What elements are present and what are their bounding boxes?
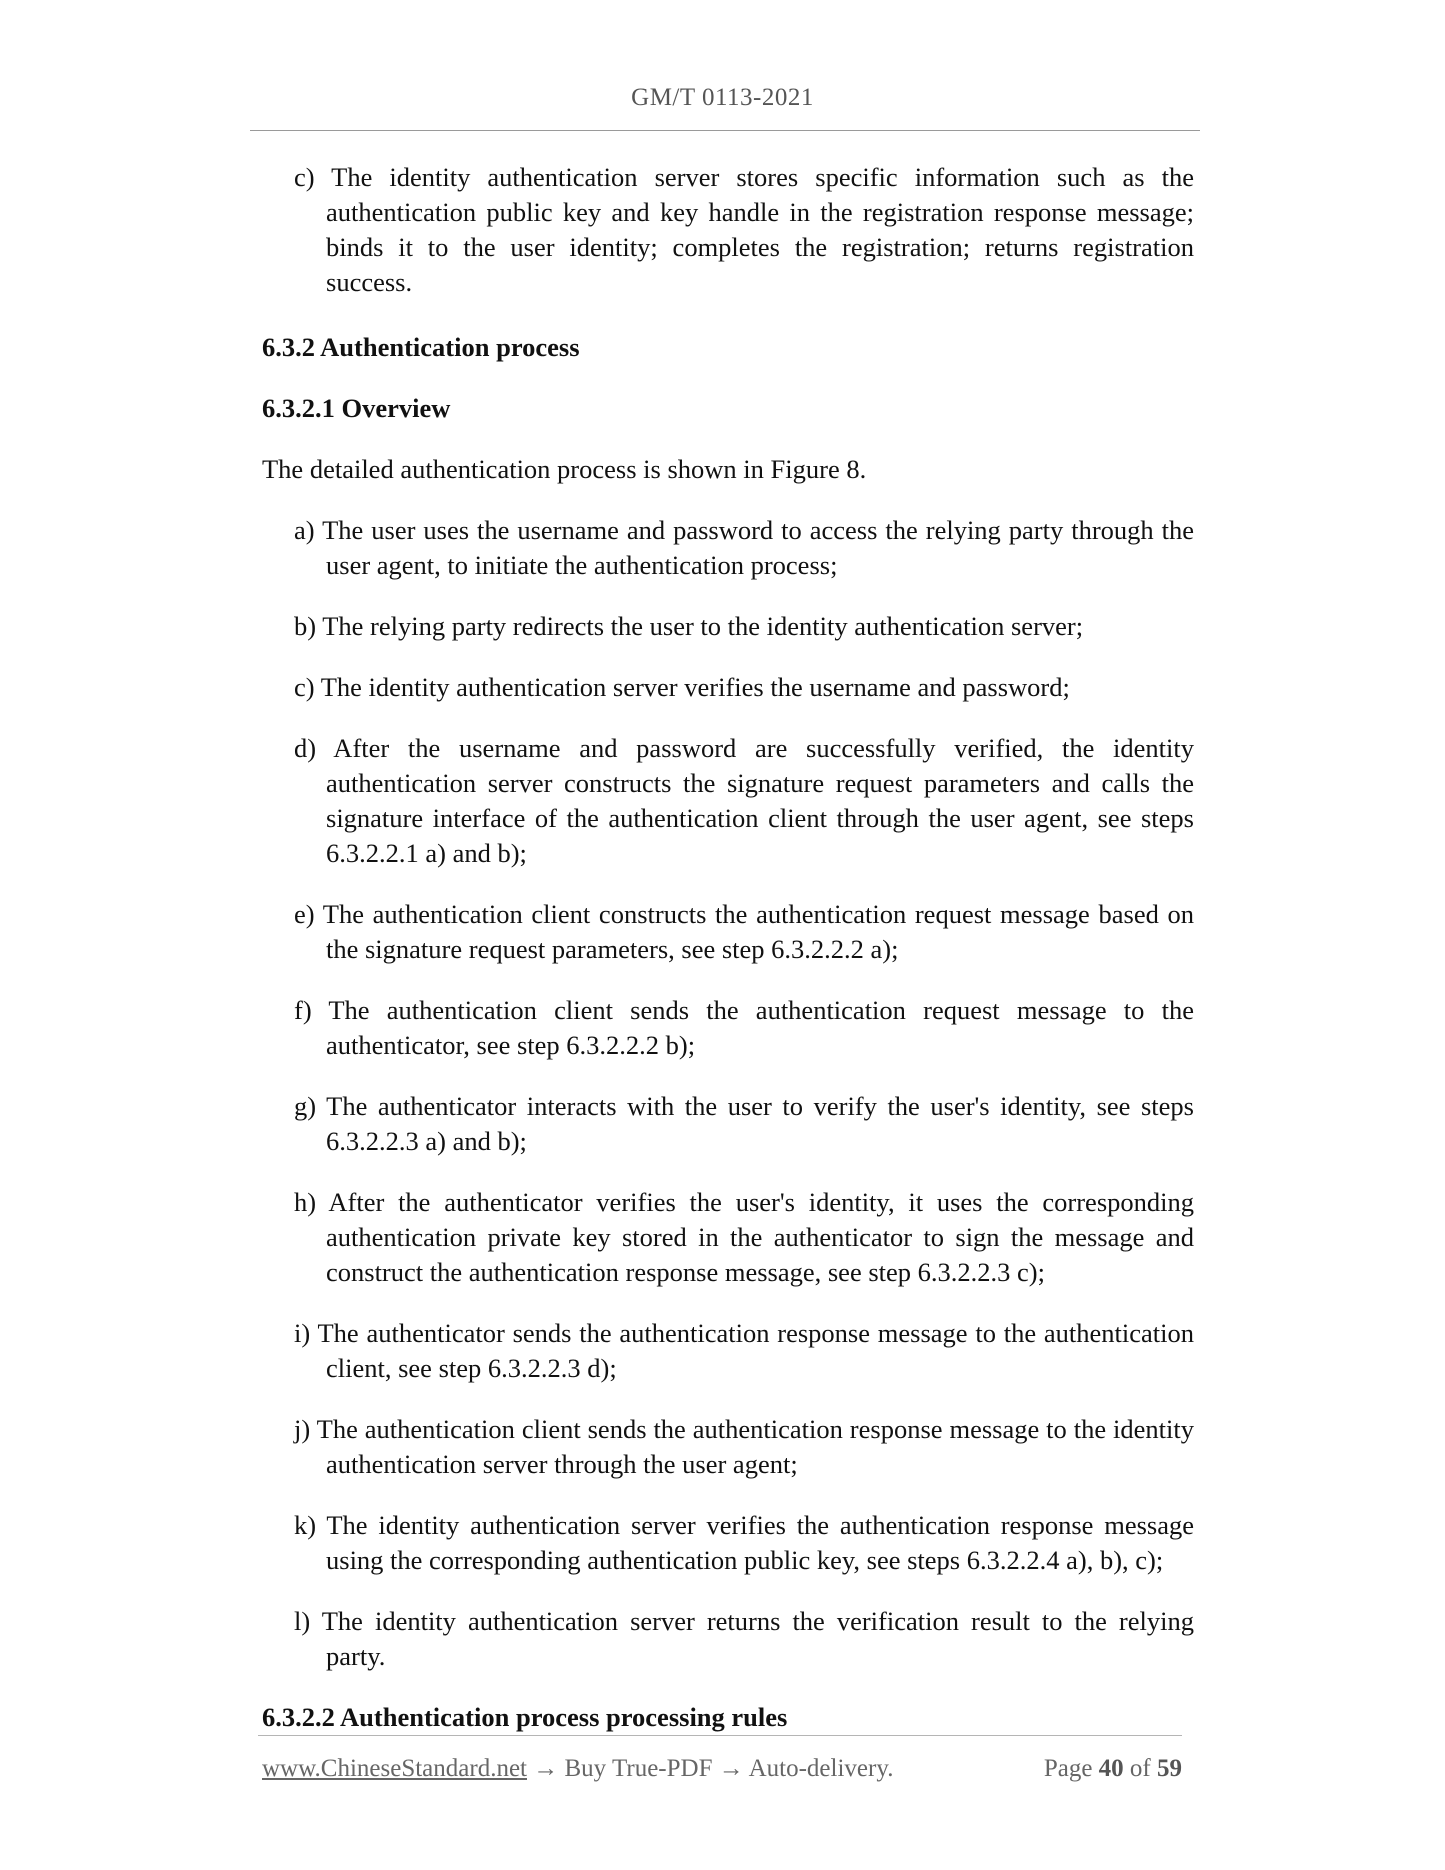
intro-paragraph: The detailed authentication process is shown in Figure 8. [262, 454, 867, 484]
footer-promo [262, 1755, 893, 1783]
document-number-header: GM/T 0113-2021 [631, 84, 814, 111]
next-section-heading: 6.3.2.2 Authentication process processing rules [262, 1702, 788, 1732]
list-item: i) The authenticator sends the authentication response message to the authentication client, see step 6.3.2.2.3 d); [294, 1318, 1194, 1383]
list-item-c-registration: c) The identity authentication server stores specific information such as the authentication public key and key handle in the registration response message; binds it to the user identity; completes the registration; returns registration success. [294, 162, 1194, 297]
list-item: l) The identity authentication server returns the verification result to the relying party. [294, 1606, 1194, 1671]
header-divider [250, 130, 1200, 131]
list-item: d) After the username and password are successfully verified, the identity authentication server constructs the signature request parameters and calls the signature interface of the authentication client through the user agent, see steps 6.3.2.2.1 a) and b); [294, 733, 1194, 868]
of-label: of [1129, 1755, 1151, 1782]
page-label: Page [1043, 1755, 1093, 1782]
arrow-icon: → [718, 1755, 744, 1782]
delivery-text: Auto-delivery. [748, 1755, 894, 1782]
list-item: c) The identity authentication server verifies the username and password; [294, 672, 1070, 702]
list-item: h) After the authenticator verifies the user's identity, it uses the corresponding authentication private key stored in the authenticator to sign the message and construct the authentication response message, see step 6.3.2.2.3 c); [294, 1187, 1194, 1287]
subsection-heading: 6.3.2.1 Overview [262, 393, 451, 423]
arrow-icon: → [533, 1755, 559, 1782]
page-current: 40 [1098, 1755, 1124, 1782]
page-number [1044, 1755, 1182, 1783]
list-item: g) The authenticator interacts with the user to verify the user's identity, see steps 6.3.2.2.3 a) and b); [294, 1091, 1194, 1156]
list-item: f) The authentication client sends the authentication request message to the authenticator, see step 6.3.2.2.2 b); [294, 995, 1194, 1060]
page-total: 59 [1157, 1755, 1182, 1782]
list-item: j) The authentication client sends the authentication response message to the identity authentication server through the user agent; [294, 1414, 1194, 1479]
buy-text: Buy True-PDF [564, 1755, 713, 1782]
footer-divider [258, 1735, 1182, 1736]
section-heading: 6.3.2 Authentication process [262, 332, 580, 362]
list-item: e) The authentication client constructs the authentication request message based on the signature request parameters, see step 6.3.2.2.2 a); [294, 899, 1194, 964]
list-item: k) The identity authentication server verifies the authentication response message using the corresponding authentication public key, see steps 6.3.2.2.4 a), b), c); [294, 1510, 1194, 1575]
site-link[interactable]: www.ChineseStandard.net [262, 1755, 527, 1782]
list-item: a) The user uses the username and password to access the relying party through the user agent, to initiate the authentication process; [294, 515, 1194, 580]
page-content [262, 160, 1194, 1761]
list-item: b) The relying party redirects the user to the identity authentication server; [294, 611, 1084, 641]
